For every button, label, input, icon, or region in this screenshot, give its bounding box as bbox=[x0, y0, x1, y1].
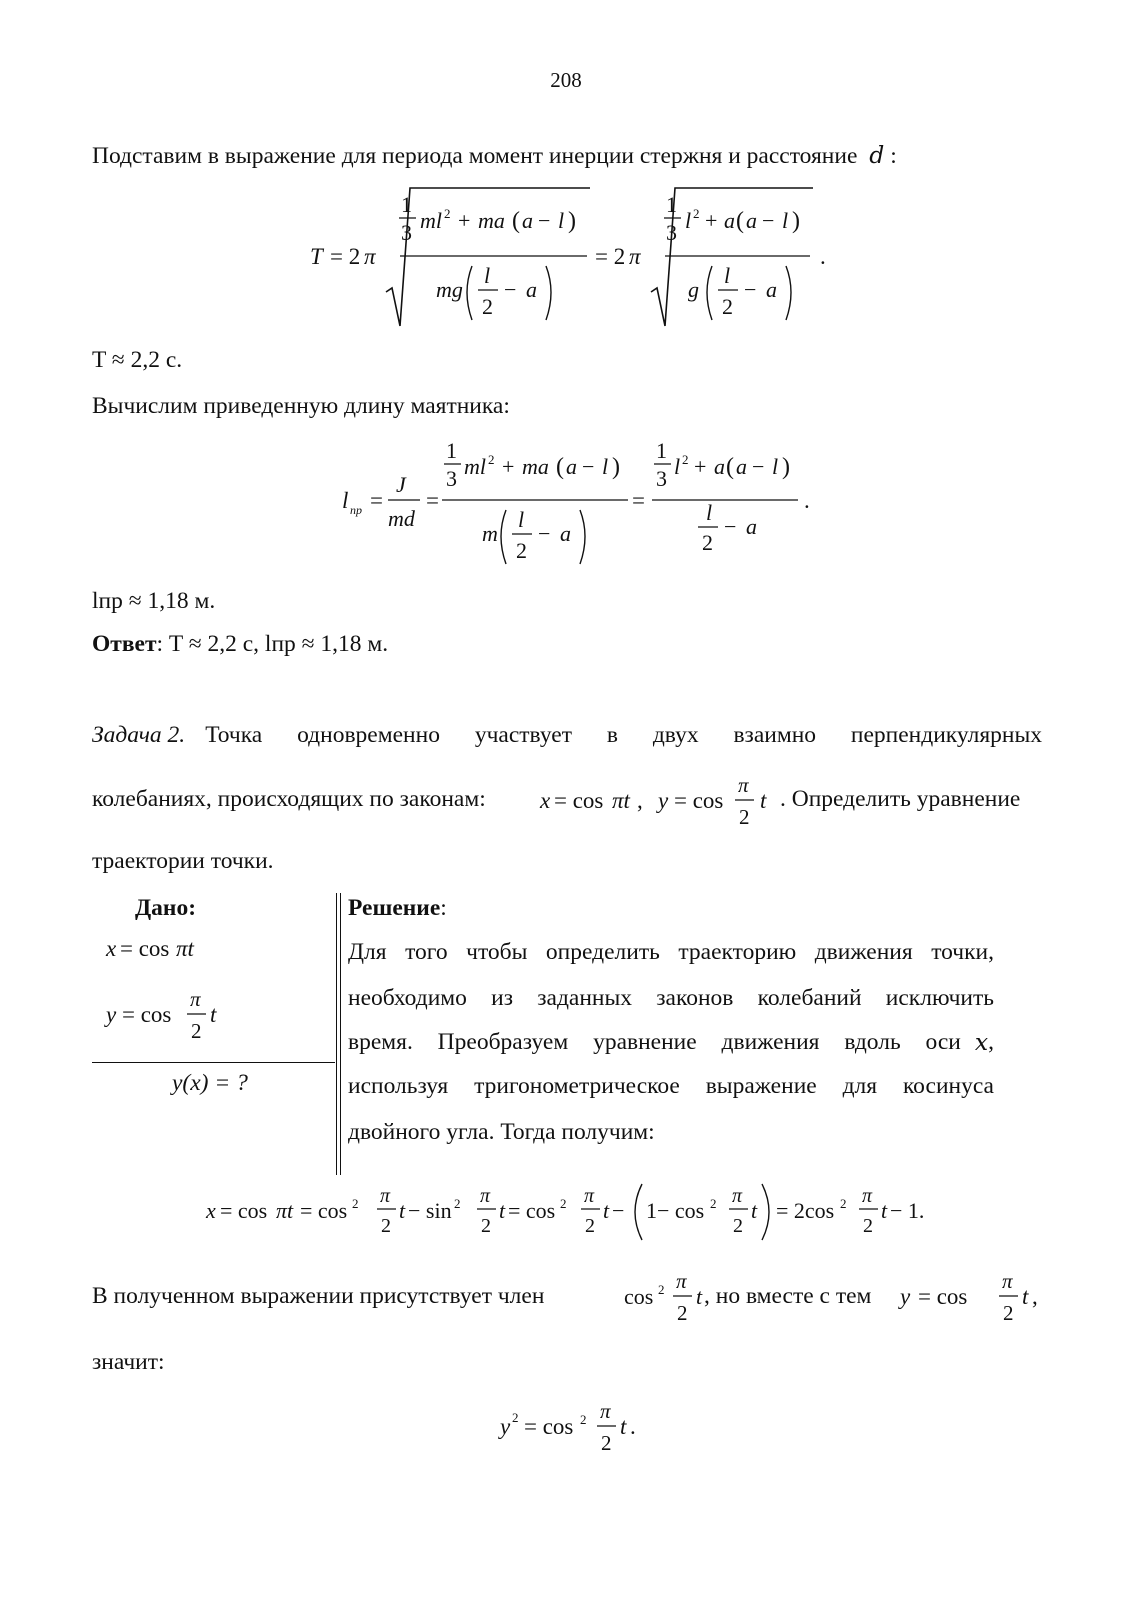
svg-text:2: 2 bbox=[677, 1301, 688, 1325]
svg-text:): ) bbox=[792, 208, 800, 234]
svg-text:a: a bbox=[724, 208, 735, 233]
svg-text:3: 3 bbox=[656, 466, 667, 491]
svg-text:x: x bbox=[540, 788, 551, 813]
svg-text:−: − bbox=[538, 208, 551, 233]
intro-var: d bbox=[869, 141, 885, 169]
svg-text:.: . bbox=[820, 244, 826, 269]
svg-text:y: y bbox=[106, 1002, 117, 1027]
svg-text:T: T bbox=[310, 244, 323, 269]
svg-text:mg: mg bbox=[436, 277, 463, 302]
svg-text:y: y bbox=[900, 1284, 911, 1309]
svg-text:l: l bbox=[706, 500, 713, 525]
svg-text:a: a bbox=[746, 514, 757, 539]
svg-text:π: π bbox=[380, 1185, 391, 1207]
after-line-1-mid: , но вместе с тем bbox=[704, 1283, 872, 1309]
svg-text:t: t bbox=[620, 1414, 627, 1439]
svg-text:1: 1 bbox=[446, 438, 457, 463]
solution-line-4: используя тригонометрическое выражение для косинуса bbox=[348, 1073, 994, 1099]
svg-text:cos: cos bbox=[624, 1284, 654, 1309]
svg-text:π: π bbox=[480, 1185, 491, 1207]
svg-text:g: g bbox=[688, 277, 699, 302]
svg-text:π: π bbox=[1002, 1269, 1013, 1293]
svg-text:π: π bbox=[629, 244, 641, 269]
svg-text:t: t bbox=[696, 1284, 703, 1309]
answer-line bbox=[92, 629, 388, 659]
svg-text:x: x bbox=[206, 1198, 216, 1223]
solution-label: Решение bbox=[348, 895, 441, 921]
svg-text:2: 2 bbox=[512, 1410, 519, 1425]
svg-text:a: a bbox=[736, 454, 747, 479]
svg-text:t: t bbox=[603, 1198, 610, 1223]
svg-text:2: 2 bbox=[560, 1196, 567, 1211]
lpr-result: lпр ≈ 1,18 м. bbox=[92, 588, 216, 614]
svg-text:.: . bbox=[630, 1414, 636, 1439]
solution-comma: , bbox=[988, 1029, 994, 1055]
task-line-3: траектории точки. bbox=[92, 848, 274, 874]
svg-text:− 1.: − 1. bbox=[890, 1198, 925, 1223]
svg-text:−: − bbox=[744, 277, 757, 302]
svg-text:2: 2 bbox=[693, 206, 700, 221]
svg-text:y: y bbox=[658, 788, 669, 813]
intro-text: Подставим в выражение для периода момент инерции стержня и расстояние bbox=[92, 143, 858, 169]
solution-line-1: Для того чтобы определить траекторию движения точки, bbox=[348, 939, 994, 965]
svg-text:2: 2 bbox=[454, 1196, 461, 1211]
svg-text:πt: πt bbox=[612, 788, 630, 813]
formula-reduced-length bbox=[340, 436, 820, 576]
task-text-1: Точка одновременно участвует в двух взаимно перпендикулярных bbox=[205, 722, 1042, 748]
task-laws-formula bbox=[538, 770, 788, 832]
lpr-intro: Вычислим приведенную длину маятника: bbox=[92, 393, 510, 419]
y-cos-term bbox=[896, 1266, 1046, 1328]
svg-text:= cos: = cos bbox=[120, 936, 170, 961]
svg-text:=: = bbox=[370, 488, 383, 513]
svg-text:a: a bbox=[566, 454, 577, 479]
svg-text:md: md bbox=[388, 506, 415, 531]
svg-text:l: l bbox=[782, 208, 789, 233]
after-line-2: значит: bbox=[92, 1349, 165, 1375]
svg-text:3: 3 bbox=[446, 466, 457, 491]
svg-text:,: , bbox=[637, 788, 643, 813]
svg-text:= 2: = 2 bbox=[595, 244, 626, 269]
page-number: 208 bbox=[550, 68, 582, 92]
svg-text:2: 2 bbox=[516, 538, 527, 563]
svg-text:2: 2 bbox=[580, 1412, 587, 1427]
svg-text:2: 2 bbox=[1003, 1301, 1014, 1325]
svg-text:−: − bbox=[582, 454, 595, 479]
svg-text:2: 2 bbox=[481, 1215, 491, 1237]
svg-text:2: 2 bbox=[191, 1019, 202, 1043]
svg-text:ma: ma bbox=[522, 454, 549, 479]
axis-var: x bbox=[974, 1028, 989, 1056]
svg-text:2: 2 bbox=[733, 1215, 743, 1237]
svg-text:= cos: = cos bbox=[220, 1198, 268, 1223]
intro-colon: : bbox=[890, 143, 897, 169]
svg-text:t: t bbox=[399, 1198, 406, 1223]
formula-double-angle bbox=[200, 1180, 940, 1246]
svg-text:ma: ma bbox=[478, 208, 505, 233]
svg-text:π: π bbox=[738, 773, 749, 797]
svg-text:2: 2 bbox=[739, 805, 750, 829]
column-divider-2 bbox=[340, 893, 341, 1175]
svg-text:пр: пр bbox=[350, 503, 362, 517]
svg-text:): ) bbox=[568, 208, 576, 234]
solution-colon: : bbox=[440, 895, 447, 921]
task-text-2: колебаниях, происходящих по законам: bbox=[92, 786, 486, 812]
svg-text:2: 2 bbox=[488, 452, 495, 467]
find-line: y(x) = ? bbox=[172, 1070, 248, 1096]
svg-text:π: π bbox=[732, 1185, 743, 1207]
svg-text:1− cos: 1− cos bbox=[646, 1198, 705, 1223]
svg-text:π: π bbox=[676, 1269, 687, 1293]
svg-text:(: ( bbox=[556, 454, 564, 480]
svg-text:πt: πt bbox=[176, 936, 194, 961]
svg-text:l: l bbox=[685, 208, 692, 233]
svg-text:2: 2 bbox=[840, 1196, 847, 1211]
svg-text:t: t bbox=[210, 1002, 217, 1027]
svg-text:−: − bbox=[724, 514, 737, 539]
answer-label: Ответ bbox=[92, 631, 157, 657]
svg-text:l: l bbox=[724, 263, 731, 288]
task-line-2 bbox=[92, 784, 486, 814]
svg-text:= 2cos: = 2cos bbox=[776, 1198, 835, 1223]
task-label: Задача 2. bbox=[92, 722, 186, 748]
svg-text:a: a bbox=[746, 208, 757, 233]
svg-text:−: − bbox=[504, 277, 517, 302]
svg-text:J: J bbox=[396, 472, 406, 497]
svg-text:1: 1 bbox=[666, 192, 677, 217]
solution-heading bbox=[348, 893, 447, 923]
svg-text:2: 2 bbox=[658, 1282, 665, 1297]
svg-text:π: π bbox=[190, 987, 201, 1011]
svg-text:3: 3 bbox=[666, 220, 677, 245]
svg-text:l: l bbox=[772, 454, 779, 479]
intro-line bbox=[92, 140, 897, 171]
svg-text:l: l bbox=[558, 208, 565, 233]
svg-text:+: + bbox=[458, 208, 471, 233]
svg-text:= cos: = cos bbox=[524, 1414, 574, 1439]
svg-text:l: l bbox=[674, 454, 681, 479]
svg-text:t: t bbox=[760, 788, 767, 813]
svg-text:−: − bbox=[762, 208, 775, 233]
after-line-1-start: В полученном выражении присутствует член bbox=[92, 1283, 545, 1309]
svg-text:2: 2 bbox=[863, 1215, 873, 1237]
solution-line-3 bbox=[348, 1027, 994, 1057]
svg-text:l: l bbox=[518, 507, 525, 532]
svg-text:2: 2 bbox=[682, 452, 689, 467]
svg-text:2: 2 bbox=[352, 1196, 359, 1211]
svg-text:= cos: = cos bbox=[554, 788, 604, 813]
svg-text:(: ( bbox=[736, 208, 744, 234]
given-x bbox=[104, 930, 224, 966]
svg-text:a: a bbox=[526, 277, 537, 302]
svg-text:y: y bbox=[500, 1414, 511, 1439]
solution-text-3: время. Преобразуем уравнение движения вдоль оси bbox=[348, 1029, 961, 1055]
svg-text:π: π bbox=[584, 1185, 595, 1207]
svg-text:a: a bbox=[560, 521, 571, 546]
answer-text: : T ≈ 2,2 с, lпр ≈ 1,18 м. bbox=[156, 631, 389, 657]
svg-text:= 2: = 2 bbox=[330, 244, 361, 269]
formula-period bbox=[300, 180, 840, 335]
solution-line-2: необходимо из заданных законов колебаний исключить bbox=[348, 985, 994, 1011]
svg-text:t: t bbox=[499, 1198, 506, 1223]
svg-text:(: ( bbox=[726, 454, 734, 480]
svg-text:−: − bbox=[752, 454, 765, 479]
svg-text:t: t bbox=[751, 1198, 758, 1223]
svg-text:2: 2 bbox=[702, 530, 713, 555]
svg-text:1: 1 bbox=[401, 192, 412, 217]
svg-text:x: x bbox=[106, 936, 117, 961]
svg-text:t: t bbox=[1022, 1284, 1029, 1309]
svg-text:= cos: = cos bbox=[918, 1284, 968, 1309]
given-divider bbox=[92, 1062, 335, 1063]
svg-text:−: − bbox=[612, 1198, 625, 1223]
svg-text:= cos: = cos bbox=[300, 1198, 348, 1223]
solution-line-5: двойного угла. Тогда получим: bbox=[348, 1119, 655, 1145]
svg-text:2: 2 bbox=[710, 1196, 717, 1211]
svg-text:=: = bbox=[426, 488, 439, 513]
svg-text:t: t bbox=[881, 1198, 888, 1223]
svg-text:2: 2 bbox=[381, 1215, 391, 1237]
column-divider-1 bbox=[336, 893, 337, 1175]
svg-text:=: = bbox=[632, 488, 645, 513]
formula-y-squared bbox=[496, 1396, 646, 1460]
svg-text:l: l bbox=[602, 454, 609, 479]
svg-text:2: 2 bbox=[482, 294, 493, 319]
svg-text:+: + bbox=[694, 454, 707, 479]
svg-text:1: 1 bbox=[656, 438, 667, 463]
svg-text:a: a bbox=[714, 454, 725, 479]
svg-text:l: l bbox=[342, 488, 349, 513]
svg-text:= cos: = cos bbox=[674, 788, 724, 813]
svg-text:a: a bbox=[522, 208, 533, 233]
svg-text:2: 2 bbox=[722, 294, 733, 319]
svg-text:+: + bbox=[705, 208, 718, 233]
svg-text:a: a bbox=[766, 277, 777, 302]
cos2-term bbox=[620, 1266, 710, 1328]
svg-text:ml: ml bbox=[464, 454, 486, 479]
svg-text:): ) bbox=[612, 454, 620, 480]
svg-text:2: 2 bbox=[444, 206, 451, 221]
period-result: T ≈ 2,2 с. bbox=[92, 347, 183, 373]
svg-text:(: ( bbox=[512, 208, 520, 234]
svg-text:2: 2 bbox=[585, 1215, 595, 1237]
svg-text:ml: ml bbox=[420, 208, 442, 233]
svg-text:3: 3 bbox=[401, 220, 412, 245]
svg-text:): ) bbox=[782, 454, 790, 480]
svg-text:π: π bbox=[600, 1399, 611, 1423]
svg-text:,: , bbox=[1032, 1284, 1038, 1309]
svg-text:πt: πt bbox=[276, 1198, 294, 1223]
svg-text:= cos: = cos bbox=[122, 1002, 172, 1027]
given-label: Дано: bbox=[135, 895, 197, 921]
svg-text:= cos: = cos bbox=[508, 1198, 556, 1223]
svg-text:2: 2 bbox=[601, 1431, 612, 1455]
svg-text:.: . bbox=[804, 488, 810, 513]
svg-text:π: π bbox=[364, 244, 376, 269]
given-y bbox=[104, 986, 234, 1048]
svg-text:+: + bbox=[502, 454, 515, 479]
svg-text:m: m bbox=[482, 521, 498, 546]
task-line-1 bbox=[92, 720, 1042, 750]
svg-text:− sin: − sin bbox=[408, 1198, 452, 1223]
task-text-2-end: . Определить уравнение bbox=[780, 786, 1021, 812]
svg-text:l: l bbox=[484, 263, 491, 288]
svg-text:−: − bbox=[538, 521, 551, 546]
svg-text:π: π bbox=[862, 1185, 873, 1207]
